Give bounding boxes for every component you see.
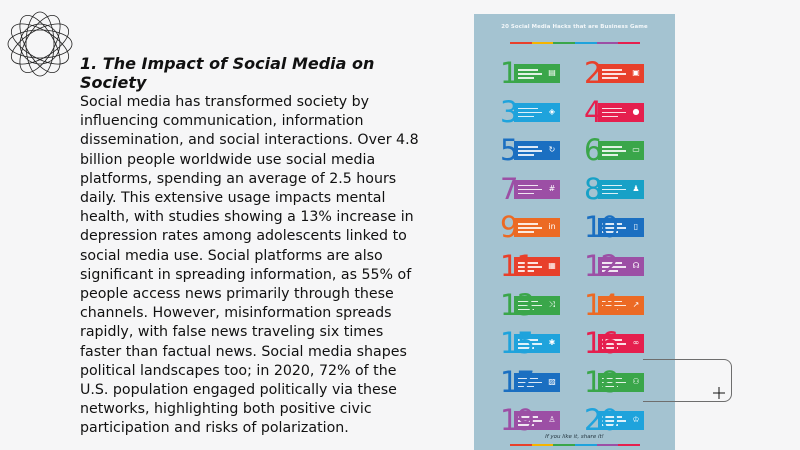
list-icon: ▤ xyxy=(548,68,556,77)
tile-number: 5 xyxy=(500,133,517,168)
hack-tile-15[interactable] xyxy=(500,326,562,361)
hack-tile-1[interactable] xyxy=(500,56,562,90)
tile-text-line xyxy=(518,193,534,195)
stripe-segment xyxy=(510,444,532,446)
tile-bar xyxy=(514,103,560,122)
tile-number: 9 xyxy=(500,210,517,245)
hack-tile-4[interactable] xyxy=(584,94,646,129)
tile-text-line xyxy=(518,223,538,225)
tile-text-line xyxy=(518,227,542,229)
calendar-icon: ▦ xyxy=(548,261,556,270)
hack-tile-16[interactable] xyxy=(584,326,646,361)
crosshair-cursor-icon xyxy=(713,387,725,399)
hack-tile-18[interactable] xyxy=(584,364,646,399)
tile-bar xyxy=(598,103,644,122)
stripe-segment xyxy=(597,42,619,44)
tile-text-line xyxy=(602,185,622,187)
tile-number: 2 xyxy=(584,56,601,90)
card-icon: ▣ xyxy=(632,68,640,77)
slide-title[interactable]: 1. The Impact of Social Media on Society xyxy=(80,54,375,92)
tile-text-line xyxy=(518,146,538,148)
tile-text-line xyxy=(602,189,626,191)
hashtag-icon: # xyxy=(548,183,556,193)
stripe-segment xyxy=(553,444,575,446)
hack-tile-6[interactable] xyxy=(584,133,646,168)
monitor-icon: ▭ xyxy=(632,145,640,155)
hack-tile-19[interactable] xyxy=(500,403,562,438)
hack-tile-12[interactable] xyxy=(584,249,646,283)
people-icon: ⚇ xyxy=(632,376,640,386)
tile-text-line xyxy=(518,231,534,233)
tile-number: 1 xyxy=(500,56,517,90)
tile-number: 7 xyxy=(500,171,517,206)
tile-number: 11 xyxy=(500,249,533,283)
tile-bar xyxy=(514,64,560,83)
share-icon: ↗ xyxy=(632,299,640,309)
tile-number: 6 xyxy=(584,133,601,168)
hack-tile-3[interactable] xyxy=(500,94,562,129)
tile-text-line xyxy=(602,146,622,148)
linkedin-icon: in xyxy=(548,222,556,232)
rainbow-stripe-top xyxy=(510,42,640,44)
tile-text-line xyxy=(518,69,538,71)
tile-number: 17 xyxy=(500,364,533,399)
tile-text-line xyxy=(518,150,542,152)
tile-text-line xyxy=(602,73,626,75)
tile-text-line xyxy=(602,108,622,110)
image-icon: ▨ xyxy=(548,376,556,386)
tile-number: 3 xyxy=(500,94,517,129)
tile-text-line xyxy=(518,77,534,79)
user-icon: ♟ xyxy=(632,183,640,193)
stripe-segment xyxy=(575,444,597,446)
hack-tile-8[interactable] xyxy=(584,171,646,206)
hack-tile-20[interactable] xyxy=(584,403,646,438)
tile-number: 14 xyxy=(584,287,617,322)
hack-tile-10[interactable] xyxy=(584,210,646,245)
tile-text-line xyxy=(518,108,538,110)
tile-bar xyxy=(598,141,644,160)
infographic-footer: If you like it, share it! xyxy=(545,434,604,440)
hack-tile-9[interactable] xyxy=(500,210,562,245)
tile-number: 18 xyxy=(584,364,617,399)
tile-number: 15 xyxy=(500,326,533,361)
hack-tile-13[interactable] xyxy=(500,287,562,322)
tile-text-line xyxy=(602,150,626,152)
stripe-segment xyxy=(553,42,575,44)
hack-tile-17[interactable] xyxy=(500,364,562,399)
stripe-segment xyxy=(618,42,640,44)
tile-text-line xyxy=(602,193,618,195)
trophy-icon: ♔ xyxy=(632,415,640,425)
stripe-segment xyxy=(597,444,619,446)
eye-icon: ◈ xyxy=(548,106,556,116)
stripe-segment xyxy=(618,444,640,446)
tile-bar xyxy=(514,180,560,199)
link-icon: ∞ xyxy=(632,338,640,348)
hack-tile-5[interactable] xyxy=(500,133,562,168)
hack-tile-7[interactable] xyxy=(500,171,562,206)
person-icon: ♙ xyxy=(548,415,556,425)
tile-text-line xyxy=(602,116,618,118)
stripe-segment xyxy=(510,42,532,44)
hack-tile-11[interactable] xyxy=(500,249,562,283)
tile-number: 20 xyxy=(584,403,617,438)
refresh-icon: ↻ xyxy=(548,145,556,155)
tile-text-line xyxy=(602,154,618,156)
stripe-segment xyxy=(532,444,554,446)
stripe-segment xyxy=(532,42,554,44)
tile-number: 4 xyxy=(584,94,601,129)
gear-icon: ✱ xyxy=(548,338,556,348)
shuffle-icon: ⤨ xyxy=(548,299,556,309)
tile-text-line xyxy=(518,185,538,187)
orbit-logo-icon xyxy=(4,4,76,84)
tile-text-line xyxy=(518,154,534,156)
headset-icon: ☊ xyxy=(632,261,640,270)
hack-tile-14[interactable] xyxy=(584,287,646,322)
tile-text-line xyxy=(602,77,618,79)
tile-text-line xyxy=(518,112,542,114)
tile-number: 10 xyxy=(584,210,617,245)
hack-tile-2[interactable] xyxy=(584,56,646,90)
tile-number: 8 xyxy=(584,171,601,206)
rainbow-stripe-bottom xyxy=(510,444,640,446)
tile-number: 16 xyxy=(584,326,617,361)
circle-icon: ● xyxy=(632,106,640,116)
tile-text-line xyxy=(602,112,626,114)
page-icon: ▯ xyxy=(633,222,639,232)
infographic-title: 20 Social Media Hacks that are Business Game xyxy=(501,24,648,30)
tile-bar xyxy=(598,64,644,83)
tile-bar xyxy=(598,180,644,199)
slide-body-text[interactable]: Social media has transformed society by influencing communication, information dissemination, and social interactions. Over 4.8 billion people worldwide use social media platforms, spending an average of 2.5 hours daily. This extensive usage impacts mental health, with studies showing a 13% increase in depression rates among adolescents linked to social media use. Social platforms are also significant in spreading information, as 55% of people access news primarily through these channels. However, misinformation spreads rapidly, with false news traveling six times faster than factual news. Social media shapes political landscapes too; in 2020, 72% of the U.S. population engaged politically via these networks, highlighting both positive civic participation and risks of polarization. xyxy=(80,94,419,437)
tile-text-line xyxy=(518,189,542,191)
tile-number: 19 xyxy=(500,403,533,438)
tile-text-line xyxy=(518,73,542,75)
tile-bar xyxy=(514,218,560,237)
stripe-segment xyxy=(575,42,597,44)
tile-number: 12 xyxy=(584,249,617,283)
tile-text-line xyxy=(518,116,534,118)
tile-text-line xyxy=(602,69,622,71)
tile-bar xyxy=(514,141,560,160)
tile-number: 13 xyxy=(500,287,533,322)
